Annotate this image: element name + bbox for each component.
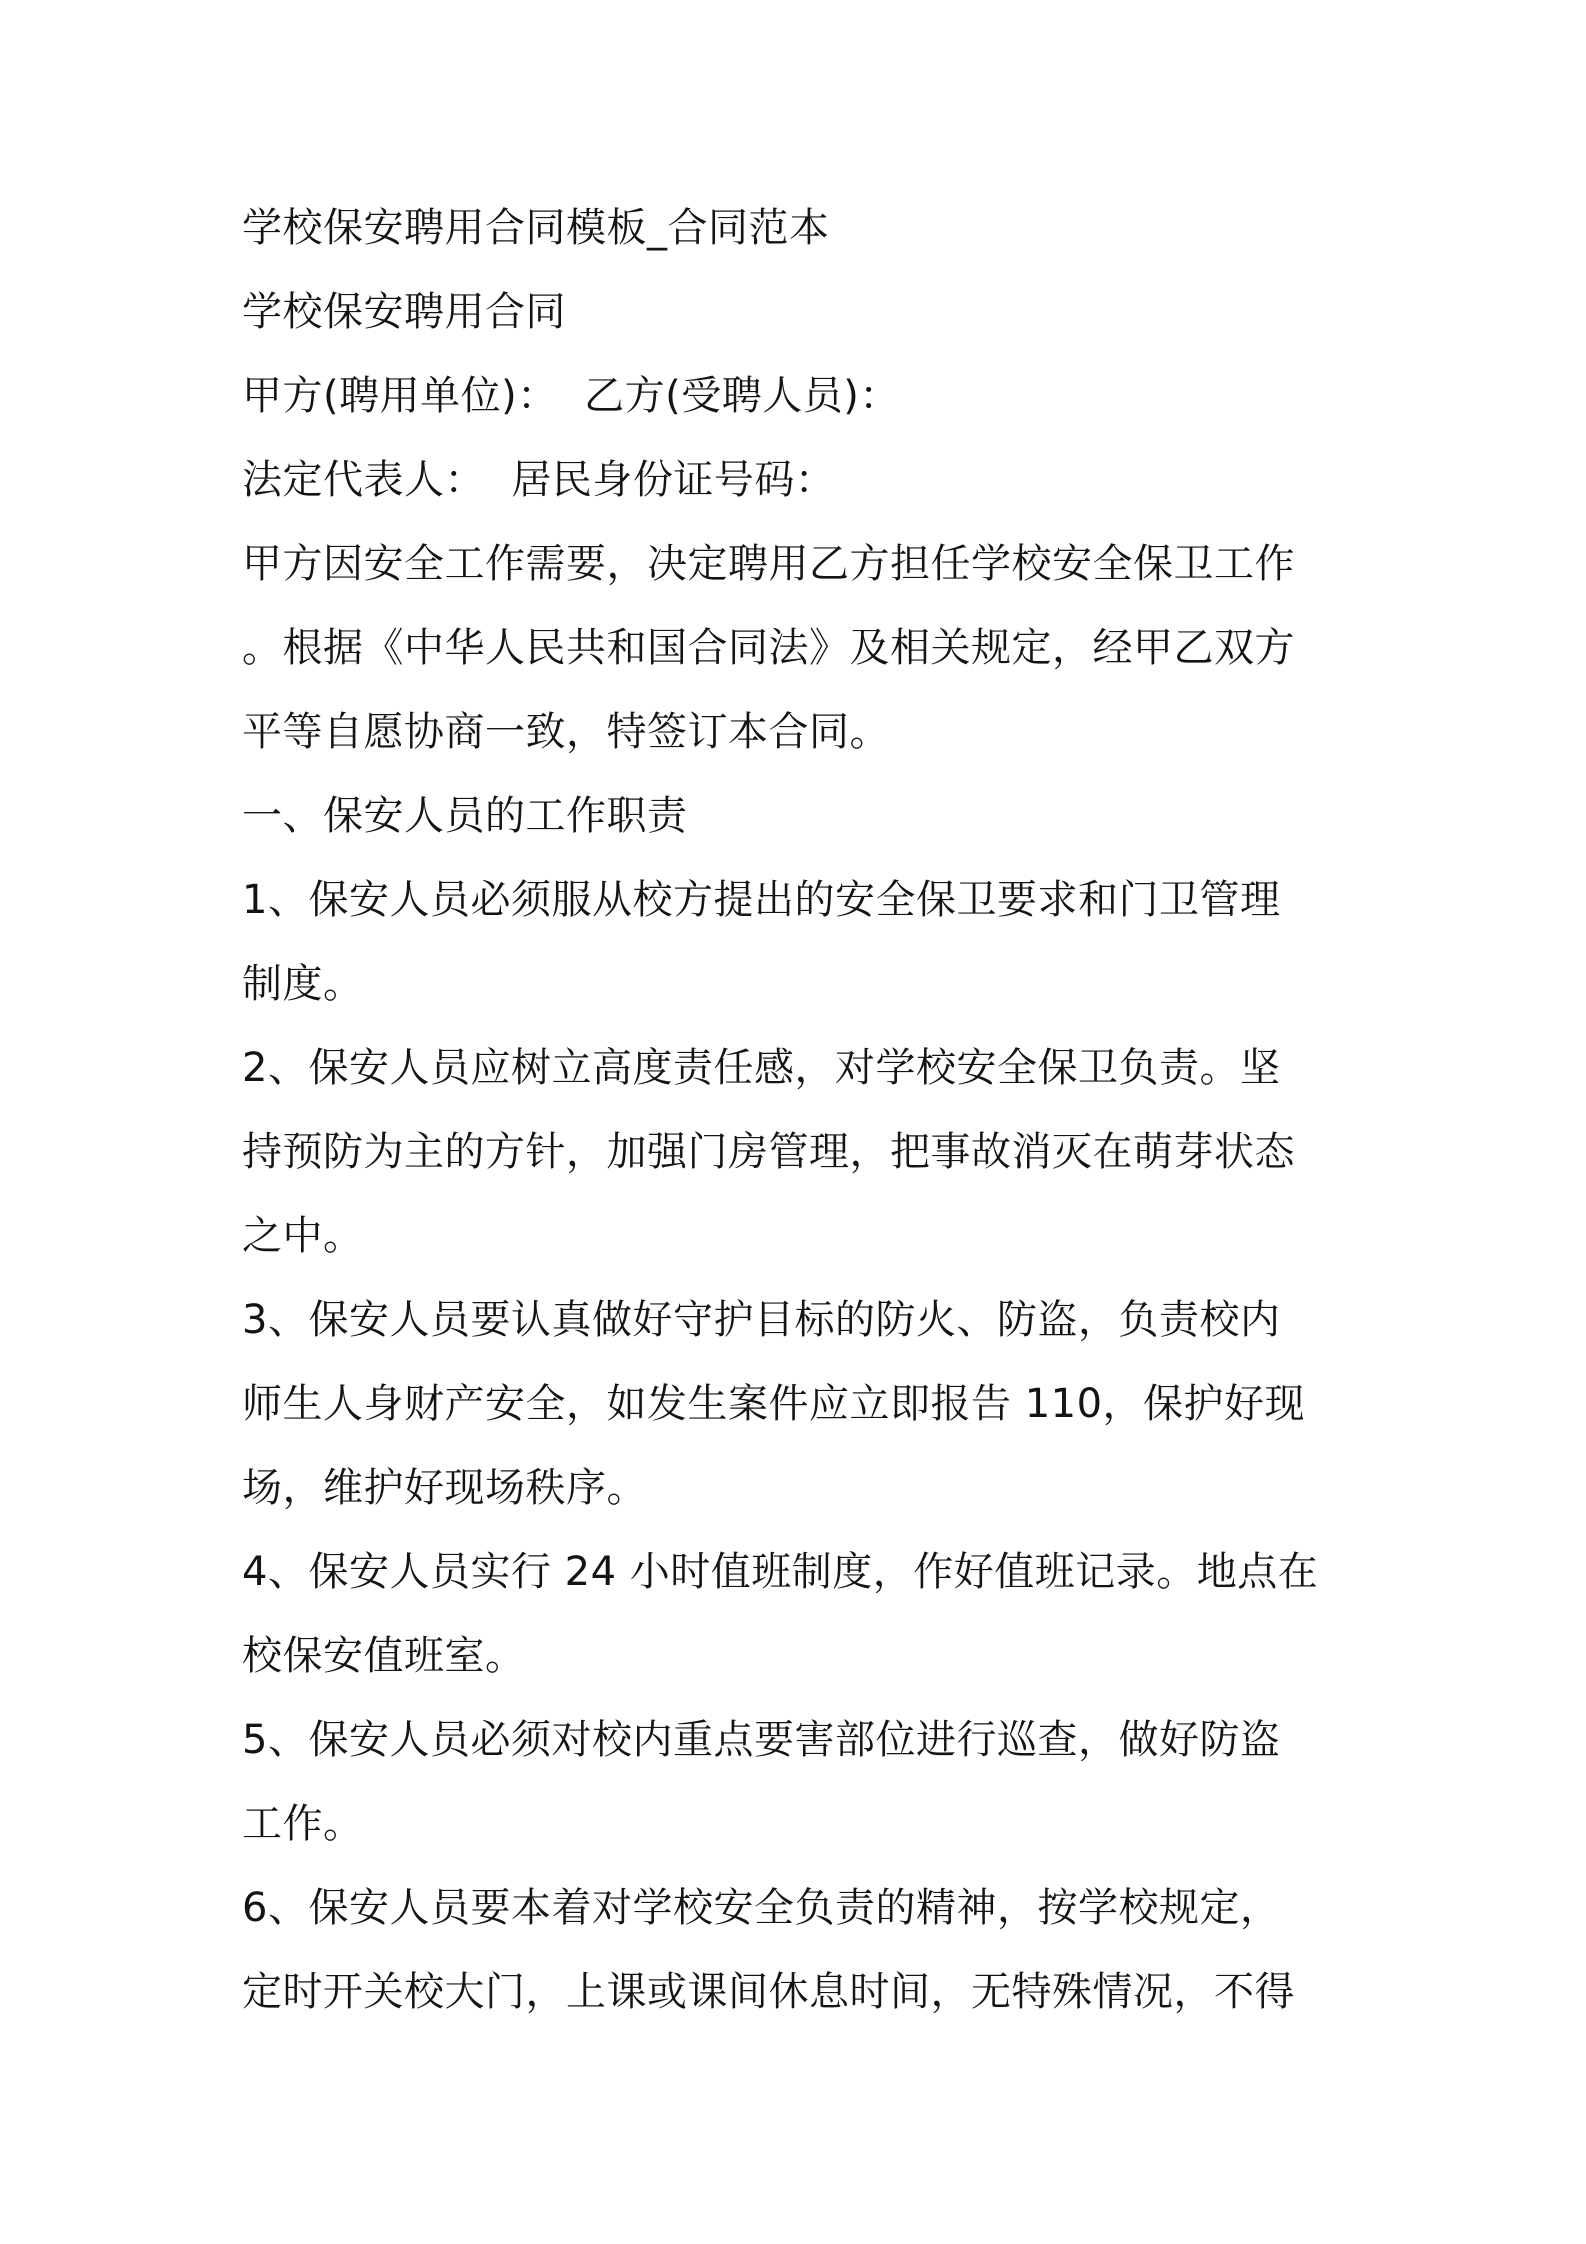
representative-line: 法定代表人： 居民身份证号码：	[242, 457, 836, 503]
text-line: 4、保安人员实行 24 小时值班制度，作好值班记录。地点在	[242, 1549, 1319, 1595]
text-line: 。根据《中华人民共和国合同法》及相关规定，经甲乙双方	[242, 625, 1295, 671]
text-line: 平等自愿协商一致，特签订本合同。	[242, 709, 890, 755]
text-line: 5、保安人员必须对校内重点要害部位进行巡查，做好防盗	[242, 1717, 1281, 1763]
text-line: 制度。	[242, 961, 364, 1007]
text-line: 3、保安人员要认真做好守护目标的防火、防盗，负责校内	[242, 1297, 1281, 1343]
text-line: 场，维护好现场秩序。	[242, 1465, 647, 1511]
text-line: 工作。	[242, 1801, 364, 1847]
section-heading: 一、保安人员的工作职责	[242, 793, 688, 839]
text-line: 6、保安人员要本着对学校安全负责的精神，按学校规定，	[242, 1885, 1281, 1931]
text-line: 之中。	[242, 1213, 364, 1259]
text-line: 甲方因安全工作需要，决定聘用乙方担任学校安全保卫工作	[242, 541, 1295, 587]
text-line: 师生人身财产安全，如发生案件应立即报告 110，保护好现	[242, 1381, 1306, 1427]
text-line: 持预防为主的方针，加强门房管理，把事故消灭在萌芽状态	[242, 1129, 1295, 1175]
contract-heading: 学校保安聘用合同	[242, 289, 566, 335]
text-line: 1、保安人员必须服从校方提出的安全保卫要求和门卫管理	[242, 877, 1281, 923]
text-line: 2、保安人员应树立高度责任感，对学校安全保卫负责。坚	[242, 1045, 1281, 1091]
document-title: 学校保安聘用合同模板_合同范本	[242, 205, 830, 251]
text-line: 校保安值班室。	[242, 1633, 526, 1679]
text-line: 定时开关校大门，上课或课间休息时间，无特殊情况，不得	[242, 1969, 1295, 2015]
party-line: 甲方(聘用单位)： 乙方(受聘人员)：	[242, 373, 900, 419]
